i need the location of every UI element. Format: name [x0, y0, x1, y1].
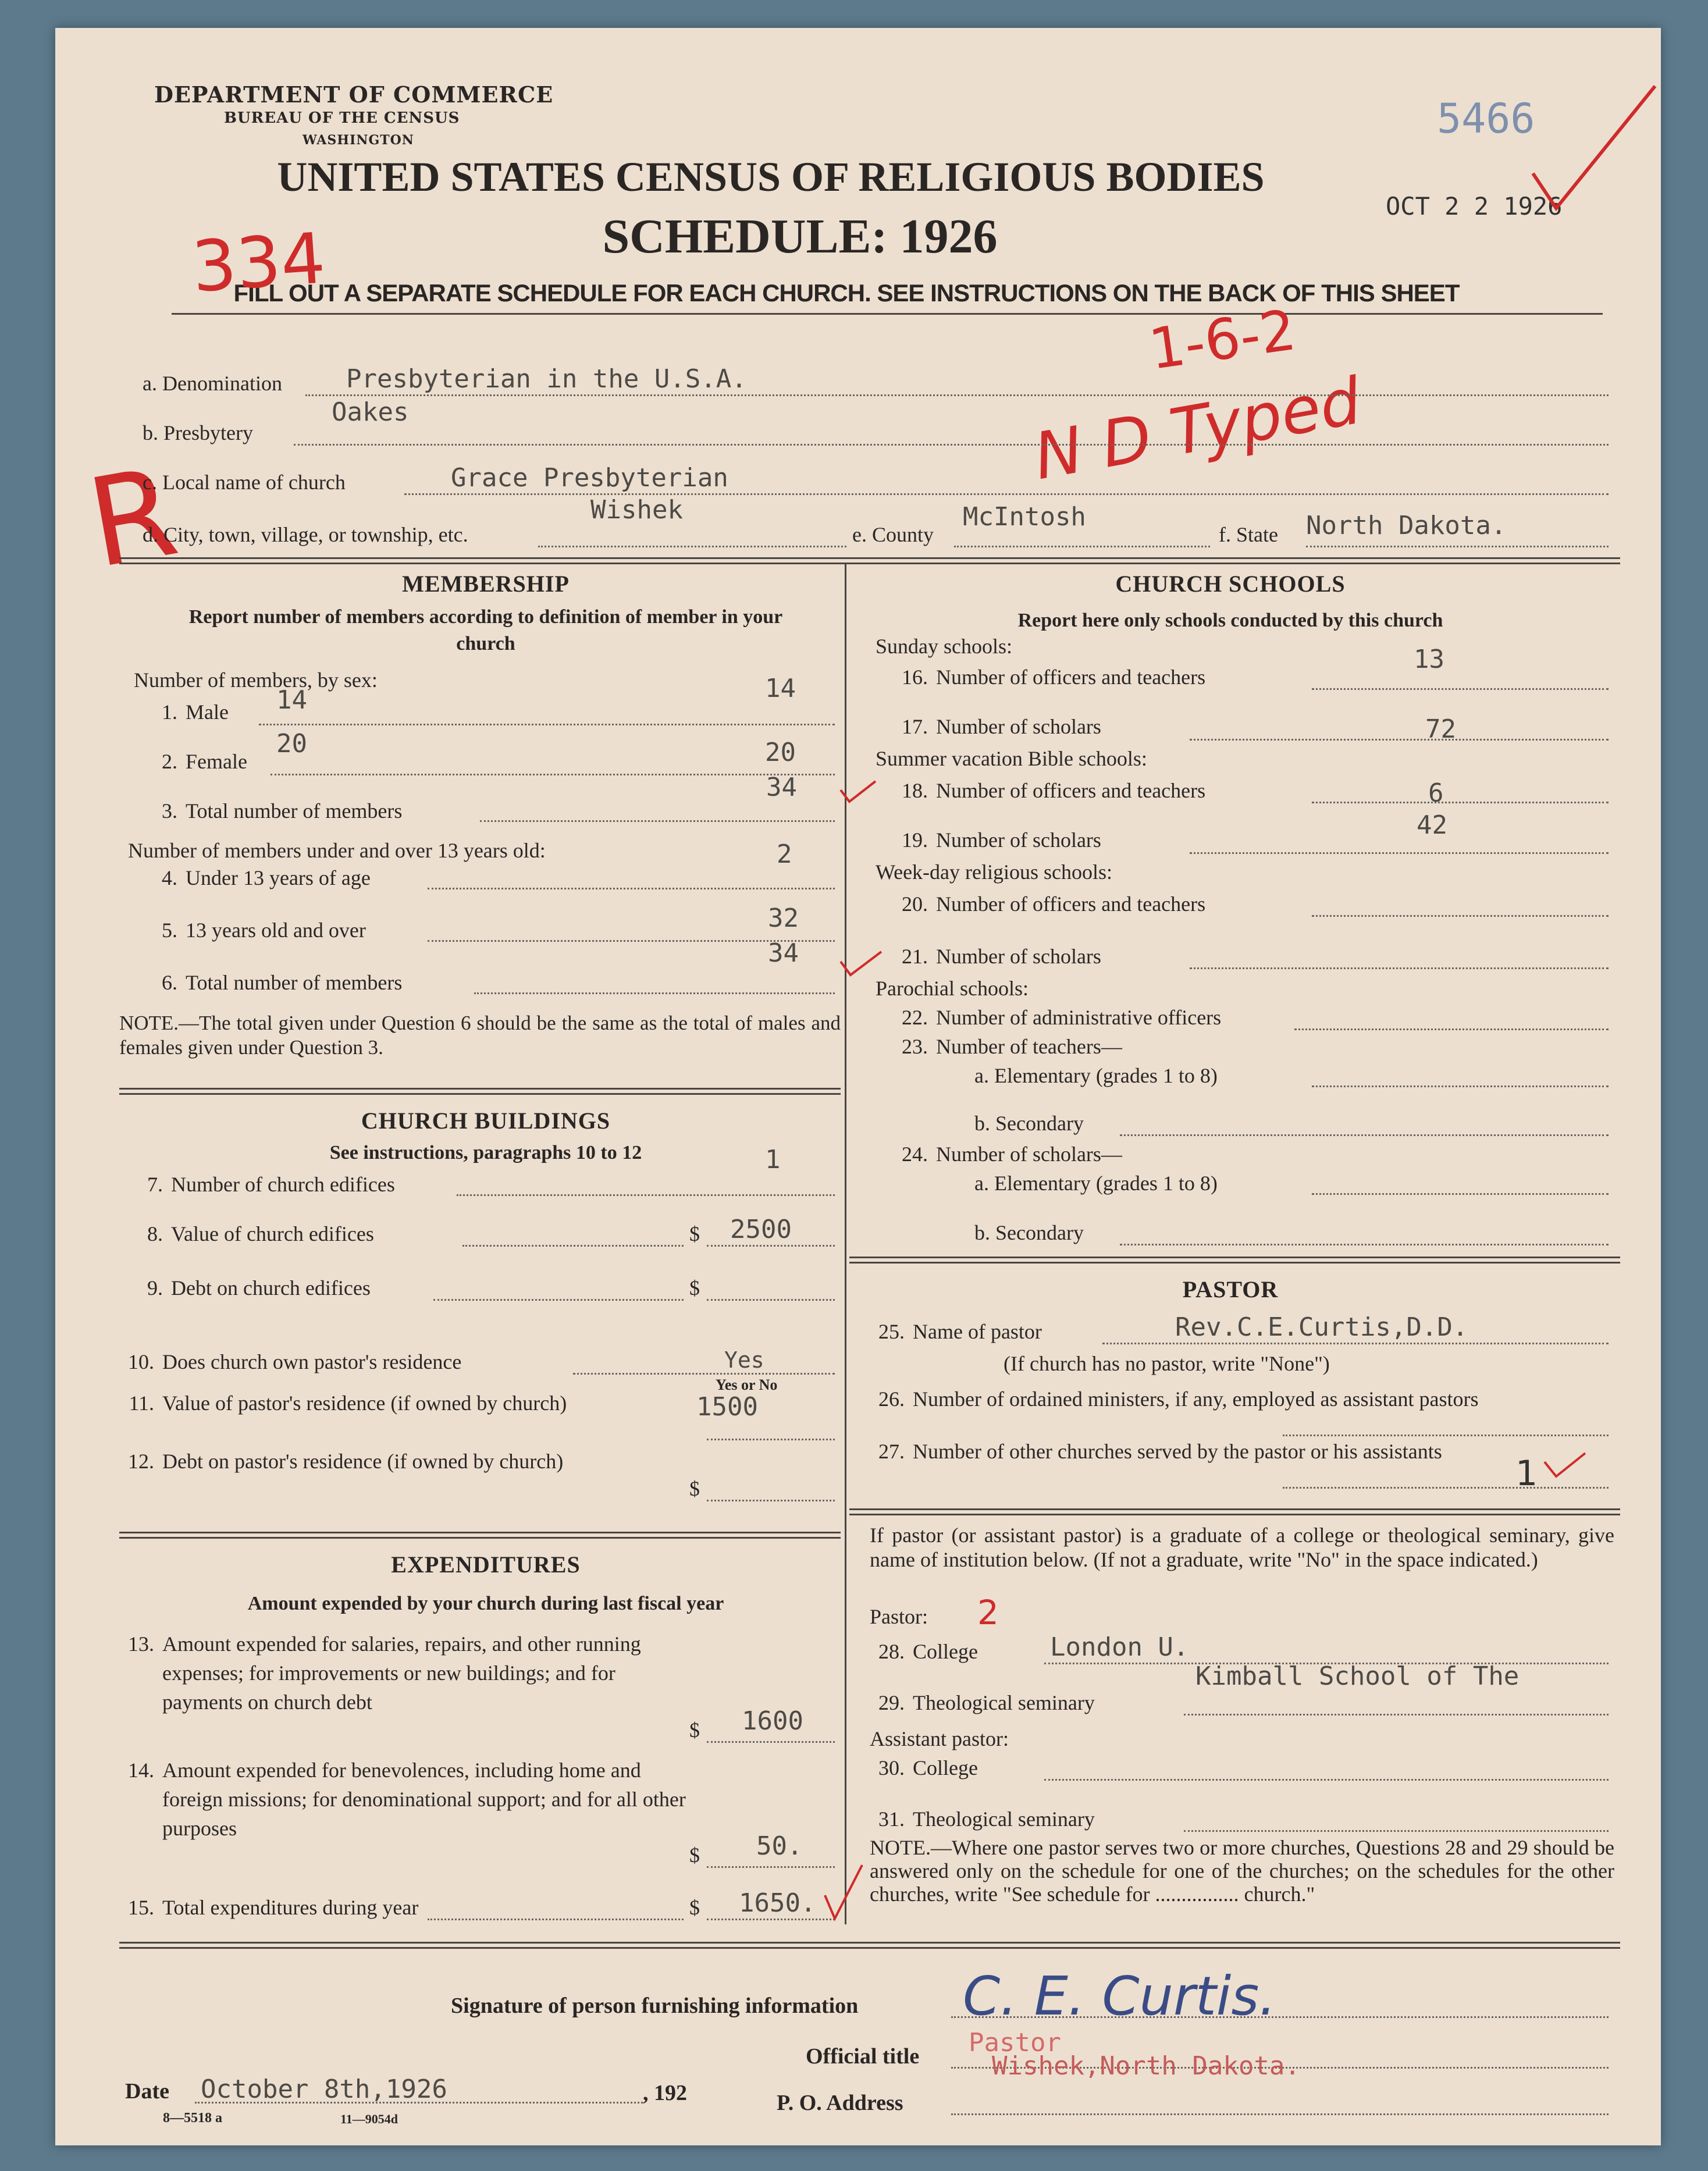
church-name-label: c. Local name of church	[143, 471, 346, 494]
membership-note: NOTE.—The total given under Question 6 should be the same as the total of males and females given under Question 3.	[119, 1012, 841, 1059]
q26-row: 26. Number of ordained ministers, if any, employed as assistant pastors	[878, 1387, 1479, 1411]
q23-row: 23. Number of teachers—	[902, 1035, 1122, 1058]
denomination-value: Presbyterian in the U.S.A.	[346, 364, 747, 394]
q3-check-icon	[838, 778, 878, 807]
q2-female-typed: 20	[276, 729, 307, 759]
q29-value: Kimball School of The	[1195, 1661, 1520, 1691]
q6-total-value: 34	[768, 938, 799, 968]
q11-residence-value-row: 11. Value of pastor's residence (if owned by church)	[129, 1391, 567, 1415]
official-title-value: Pastor	[969, 2028, 1061, 2058]
q19-row: 19. Number of scholars	[902, 828, 1101, 852]
po-address-value: Wishek,North Dakota.	[992, 2051, 1300, 2081]
q1-male-typed: 14	[276, 685, 307, 715]
q7-edifices-value: 1	[765, 1145, 781, 1175]
q18-row: 18. Number of officers and teachers	[902, 779, 1206, 802]
pastor-sublabel: Pastor:	[870, 1605, 928, 1628]
schools-title: CHURCH SCHOOLS	[1115, 571, 1346, 597]
q13-value: 1600	[742, 1706, 803, 1736]
q16-row: 16. Number of officers and teachers	[902, 665, 1206, 689]
q24-row: 24. Number of scholars—	[902, 1143, 1122, 1166]
q11-residence-value: 1500	[696, 1392, 758, 1422]
q27-check-icon	[1542, 1447, 1588, 1482]
q13-expended-row: 13. Amount expended for salaries, repairs, and other running expenses; for improvements or new buildings; and for payments on church debt	[128, 1632, 641, 1714]
buildings-subtitle: See instructions, paragraphs 10 to 12	[329, 1142, 642, 1163]
handwritten-r-mark: R	[78, 440, 187, 596]
q7-edifices-row: 7. Number of church edifices	[147, 1173, 395, 1196]
q14-value: 50.	[756, 1831, 803, 1861]
q5-over13-value: 32	[768, 903, 799, 933]
form-title: UNITED STATES CENSUS OF RELIGIOUS BODIES	[277, 154, 1265, 200]
handwritten-number: 334	[189, 218, 328, 308]
denomination-label: a. Denomination	[143, 372, 282, 395]
date-value: October 8th,1926	[201, 2074, 447, 2104]
county-value: McIntosh	[963, 502, 1086, 532]
q15-check-icon	[820, 1860, 867, 1924]
q17-value: 72	[1425, 714, 1456, 744]
q14-benevolences-row: 14. Amount expended for benevolences, including home and foreign missions; for denominational support; and for all other purposes	[128, 1759, 686, 1840]
handwritten-code: 1-6-2	[1145, 297, 1300, 383]
q21-row: 21. Number of scholars	[902, 945, 1101, 968]
q15-total-row: 15. Total expenditures during year	[128, 1896, 419, 1919]
q27-row: 27. Number of other churches served by the pastor or his assistants	[878, 1440, 1442, 1463]
q4-under13-value: 2	[777, 839, 792, 869]
print-number: 11—9054d	[340, 2112, 398, 2126]
q13-dollar: $	[689, 1718, 700, 1742]
sunday-schools-label: Sunday schools:	[876, 635, 1013, 658]
q27-value: 1	[1515, 1453, 1538, 1494]
signature-label: Signature of person furnishing information	[451, 1994, 859, 2018]
pastor-mark: 2	[977, 1593, 999, 1632]
q23b-row: b. Secondary	[974, 1112, 1084, 1135]
census-schedule-sheet	[55, 28, 1661, 2145]
q25-note: (If church has no pastor, write "None")	[1004, 1352, 1330, 1375]
q19-value: 42	[1417, 810, 1447, 840]
county-label: e. County	[852, 523, 934, 546]
official-title-label: Official title	[806, 2044, 920, 2069]
expenditures-title: EXPENDITURES	[391, 1551, 581, 1578]
q18-value: 6	[1428, 778, 1444, 808]
q12-residence-debt-row: 12. Debt on pastor's residence (if owned by church)	[128, 1450, 564, 1473]
q9-dollar: $	[689, 1276, 700, 1300]
q23a-row: a. Elementary (grades 1 to 8)	[974, 1064, 1218, 1087]
pastor-note: NOTE.—Where one pastor serves two or more churches, Questions 28 and 29 should be answered only on the schedule for one of the churches; on the schedules for the other churches, write "See schedule for ................ church."	[870, 1836, 1614, 1906]
schedule-title: SCHEDULE: 1926	[602, 209, 998, 264]
graduate-note: If pastor (or assistant pastor) is a graduate of a college or theological seminary, give name of institution below. (If not a graduate, write "No" in the space indicated.)	[870, 1524, 1614, 1571]
q20-row: 20. Number of officers and teachers	[902, 892, 1206, 916]
q2-female-value: 20	[765, 738, 796, 767]
weekday-schools-label: Week-day religious schools:	[876, 860, 1113, 884]
state-label: f. State	[1219, 523, 1278, 546]
bureau-heading: BUREAU OF THE CENSUS	[224, 109, 460, 127]
buildings-title: CHURCH BUILDINGS	[361, 1108, 611, 1134]
q16-value: 13	[1414, 645, 1444, 674]
red-checkmark-icon	[1521, 74, 1661, 226]
q15-value: 1650.	[739, 1888, 816, 1918]
q28-value: London U.	[1050, 1632, 1189, 1662]
q24b-row: b. Secondary	[974, 1221, 1084, 1244]
parochial-schools-label: Parochial schools:	[876, 977, 1029, 1000]
form-number: 8—5518 a	[163, 2111, 222, 2126]
q29-row: 29. Theological seminary	[878, 1691, 1095, 1714]
q14-dollar: $	[689, 1843, 700, 1867]
presbytery-value: Oakes	[332, 397, 409, 427]
signature: C. E. Curtis.	[963, 1965, 1276, 2027]
handwritten-nd-typed: N D Typed	[1029, 363, 1367, 494]
membership-title: MEMBERSHIP	[402, 571, 570, 597]
q12-dollar: $	[689, 1477, 700, 1500]
expenditures-subtitle: Amount expended by your church during last fiscal year	[247, 1593, 724, 1614]
stamp-date: OCT 2 2 1926	[1386, 192, 1563, 220]
q3-total-row: 3. Total number of members	[162, 799, 403, 823]
q8-value-row: 8. Value of church edifices	[147, 1222, 374, 1245]
members-by-age-label: Number of members under and over 13 years old:	[128, 839, 546, 862]
q30-row: 30. College	[878, 1756, 978, 1779]
po-address-label: P. O. Address	[777, 2091, 903, 2115]
members-by-sex-label: Number of members, by sex:	[134, 668, 378, 692]
summer-schools-label: Summer vacation Bible schools:	[876, 747, 1147, 770]
q10-residence-row: 10. Does church own pastor's residence	[128, 1350, 462, 1373]
schools-subtitle: Report here only schools conducted by this church	[1017, 610, 1443, 631]
q8-dollar: $	[689, 1222, 700, 1245]
q22-row: 22. Number of administrative officers	[902, 1006, 1222, 1029]
stamp-number: 5466	[1437, 95, 1535, 143]
q1-male-row: 1. Male	[162, 700, 229, 724]
q1-male-value: 14	[765, 674, 796, 703]
presbytery-label: b. Presbytery	[143, 421, 253, 444]
q17-row: 17. Number of scholars	[902, 715, 1101, 738]
state-value: North Dakota.	[1306, 511, 1507, 540]
q10-residence-value: Yes	[724, 1347, 764, 1373]
q25-value: Rev.C.E.Curtis,D.D.	[1175, 1312, 1468, 1342]
assistant-pastor-label: Assistant pastor:	[870, 1727, 1009, 1750]
q28-row: 28. College	[878, 1640, 978, 1663]
city-heading: WASHINGTON	[303, 133, 414, 148]
church-name-value: Grace Presbyterian	[451, 463, 728, 493]
pastor-title: PASTOR	[1182, 1276, 1279, 1302]
q9-debt-row: 9. Debt on church edifices	[147, 1276, 371, 1300]
dept-heading: DEPARTMENT OF COMMERCE	[154, 81, 554, 108]
city-value: Wishek	[590, 495, 683, 525]
q24a-row: a. Elementary (grades 1 to 8)	[974, 1172, 1218, 1195]
membership-subtitle: Report number of members according to definition of member in your church	[188, 606, 783, 654]
city-label: d. City, town, village, or township, etc.	[143, 523, 468, 546]
yes-or-no-hint: Yes or No	[716, 1376, 778, 1393]
instruction-banner: FILL OUT A SEPARATE SCHEDULE FOR EACH CHURCH. SEE INSTRUCTIONS ON THE BACK OF THIS SHEET	[233, 279, 1460, 307]
q4-under13-row: 4. Under 13 years of age	[162, 866, 371, 889]
q25-row: 25. Name of pastor	[878, 1320, 1042, 1343]
q5-over13-row: 5. 13 years old and over	[162, 919, 366, 942]
date-label: Date	[125, 2079, 169, 2104]
q8-value: 2500	[730, 1215, 792, 1244]
q31-row: 31. Theological seminary	[878, 1807, 1095, 1831]
q2-female-row: 2. Female	[162, 750, 247, 773]
q3-total-value: 34	[766, 773, 797, 802]
q6-total-row: 6. Total number of members	[162, 971, 403, 994]
q15-dollar: $	[689, 1896, 700, 1919]
date-suffix: , 192	[643, 2081, 687, 2105]
